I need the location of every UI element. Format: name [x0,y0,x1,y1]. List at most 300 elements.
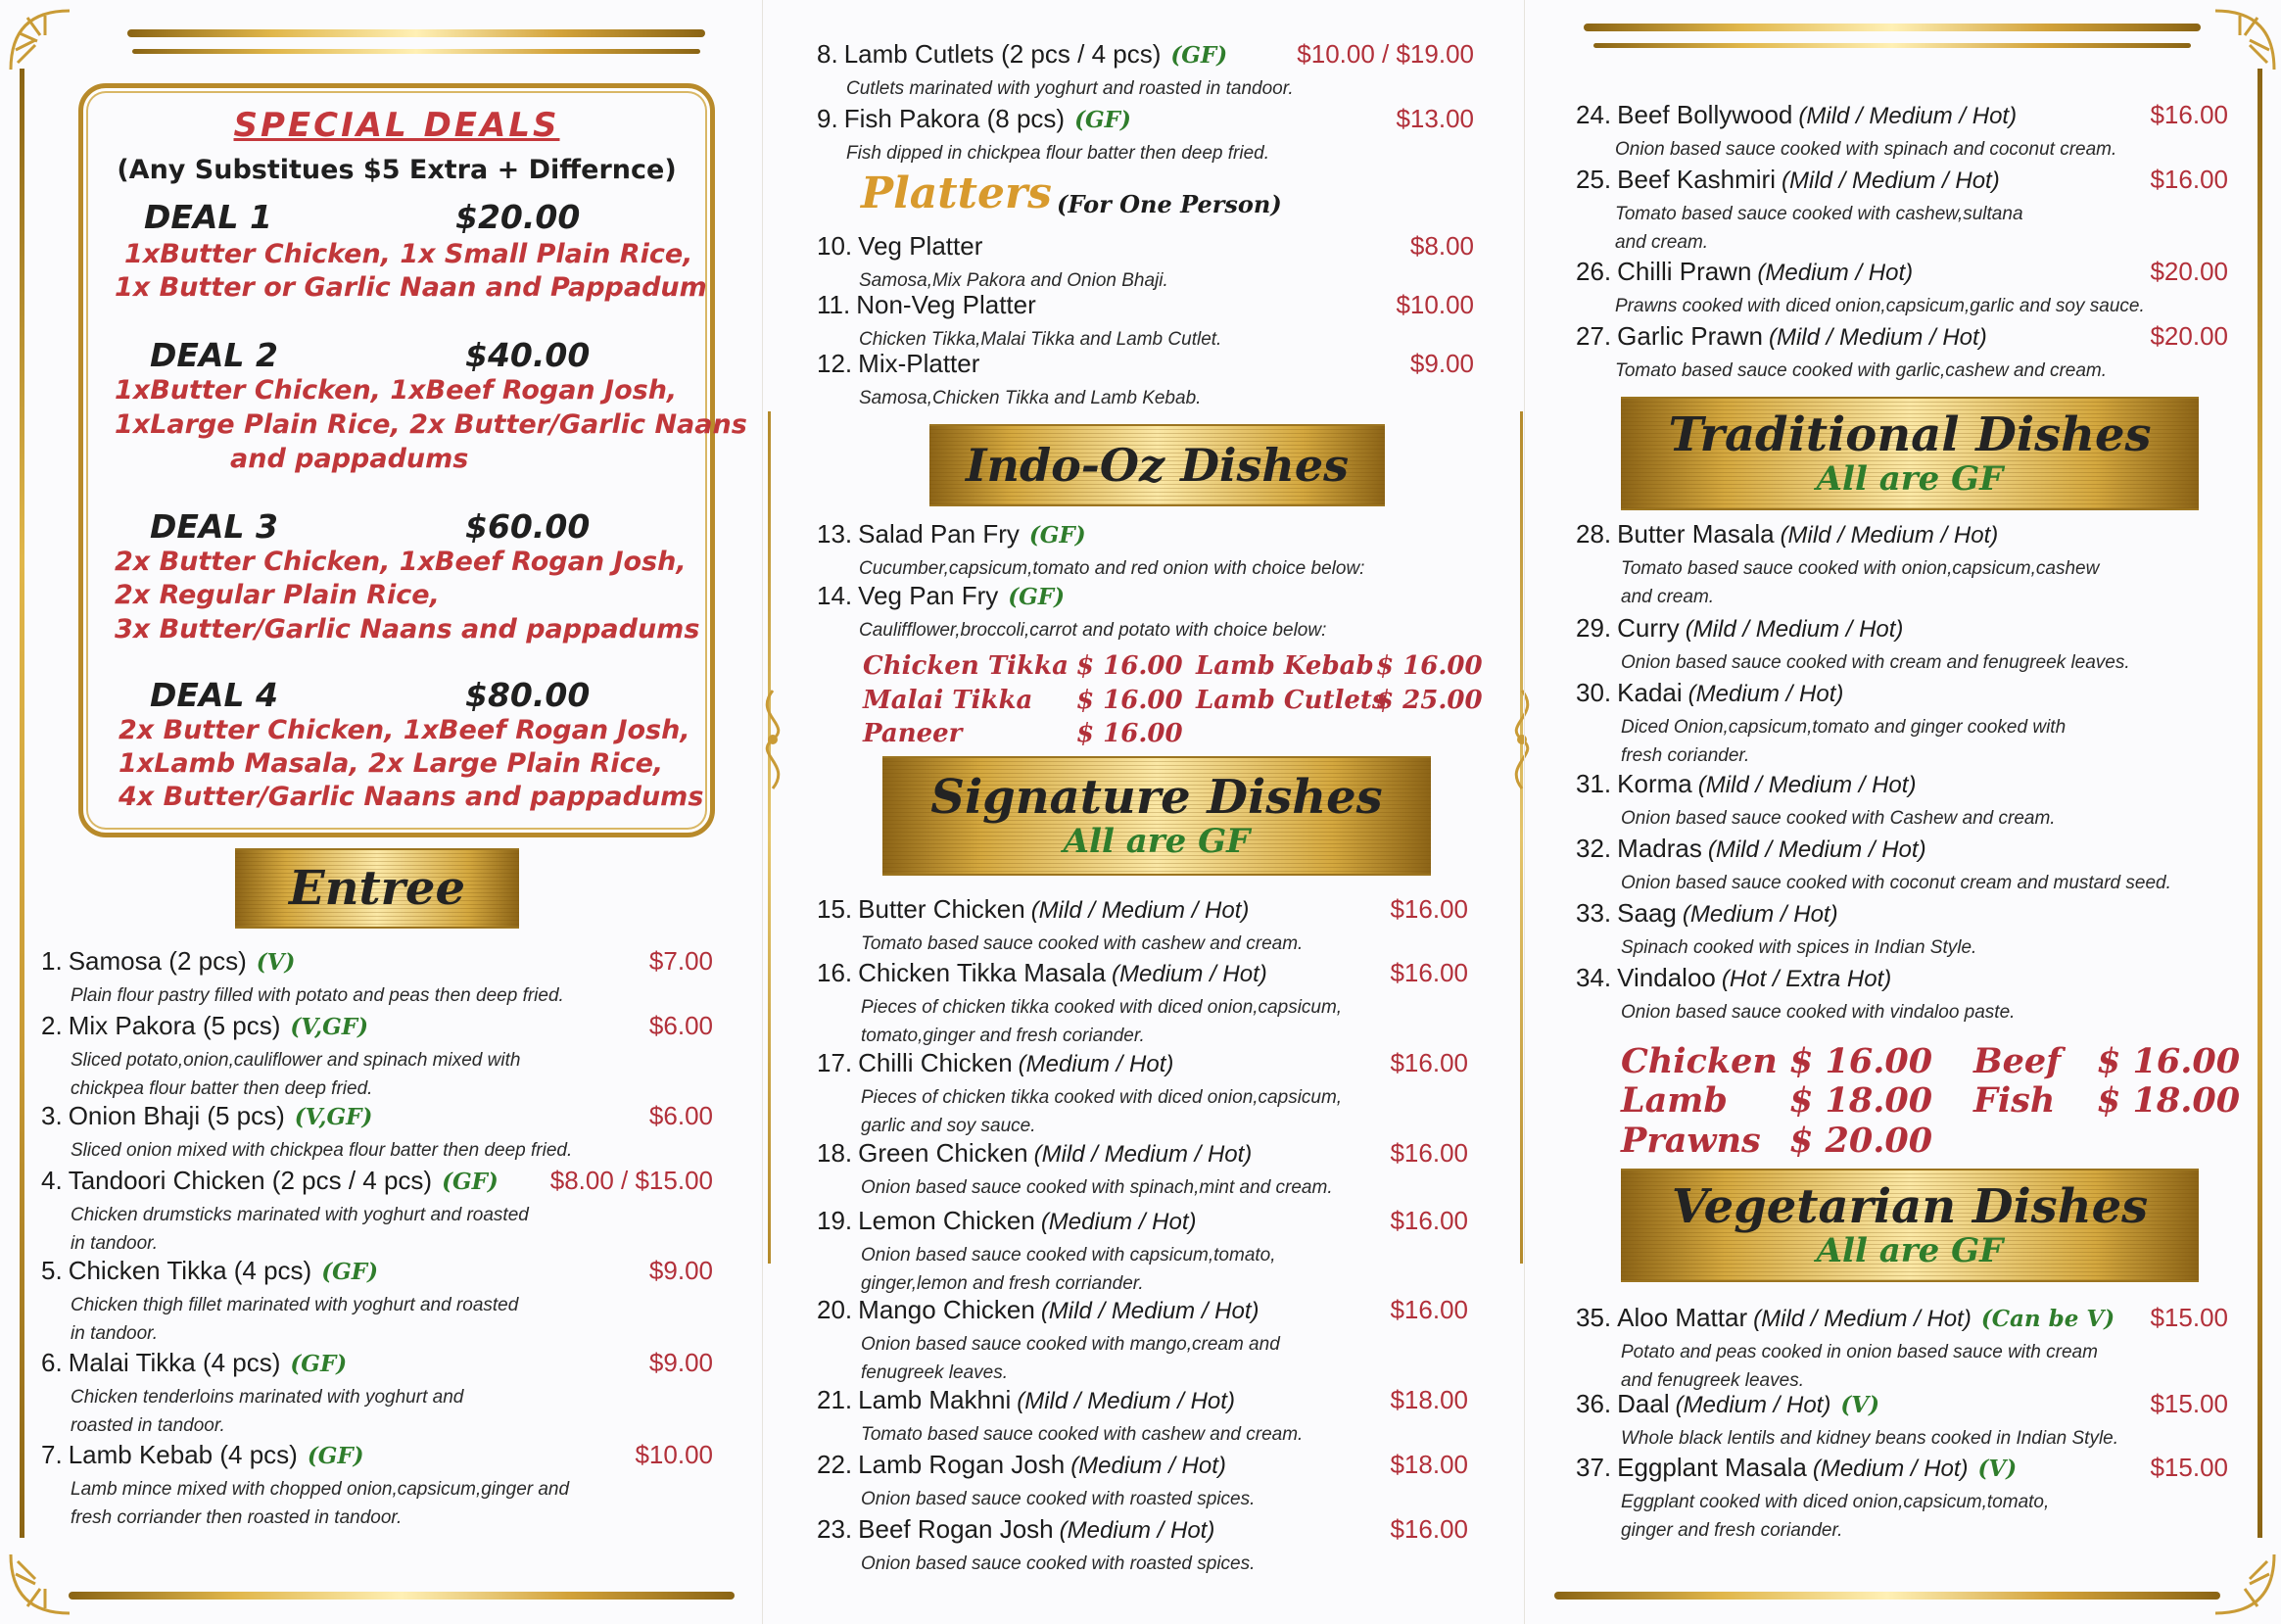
item-title: Onion Bhaji (5 pcs) [68,1101,285,1130]
deal-3-name: DEAL 3 [150,507,278,546]
spice-level: (Mild / Medium / Hot) [1685,616,1904,643]
menu-item-name [1576,613,1903,644]
deal-2-line: 1xButter Chicken, 1xBeef Rogan Josh, [115,375,678,406]
pan-fry-choice: Chicken Tikka [863,651,1069,681]
deal-2-line: and pappadums [230,444,469,474]
item-price: $18.00 [1390,1450,1468,1479]
item-description: Tomato based sauce cooked with cashew,sultana [1615,204,2023,224]
item-price: $16.00 [1390,1048,1468,1077]
spice-level: (Mild / Medium / Hot) [1707,836,1926,863]
deal-4-line: 4x Butter/Garlic Naans and pappadums [119,782,704,812]
item-description: Onion based sauce cooked with roasted spices. [861,1489,1256,1509]
platters-subtitle: (For One Person) [1057,190,1282,218]
item-description: Lamb mince mixed with chopped onion,capsicum,ginger and [71,1479,570,1500]
entree-banner [235,848,519,929]
dietary-tag: (GF) [307,1443,364,1469]
item-title: Kadai [1617,678,1683,707]
item-title: Korma [1617,769,1692,798]
menu-item-name [1576,321,1987,352]
item-price: $6.00 [648,1101,713,1130]
item-number: 24. [1576,100,1612,129]
item-description: Chicken tenderloins marinated with yoghurt and [71,1387,464,1408]
item-description: Chicken Tikka,Malai Tikka and Lamb Cutlet. [859,329,1222,350]
menu-item-name [41,1011,368,1041]
special-deals-box [78,83,747,837]
dietary-tag: (GF) [290,1351,348,1377]
menu-item-name [1576,963,1891,993]
platters-title: Platters [861,168,1052,218]
menu-item-name [817,349,979,379]
item-number: 1. [41,946,63,976]
spice-level: (Hot / Extra Hot) [1721,966,1892,992]
top-gold-rule-2 [132,49,700,54]
spice-level: (Medium / Hot) [1040,1209,1197,1235]
spice-level: (Medium / Hot) [1070,1453,1226,1479]
item-description: fresh coriander. [1621,745,1750,766]
deal-4-line: 1xLamb Masala, 2x Large Plain Rice, [119,748,664,779]
item-title: Chicken Tikka Masala [858,958,1107,987]
dietary-tag: (GF) [1074,107,1131,133]
menu-item-name [817,1450,1226,1480]
protein-option: Prawns [1621,1121,1761,1161]
item-number: 32. [1576,834,1612,863]
item-number: 27. [1576,321,1612,351]
item-description: garlic and soy sauce. [861,1116,1036,1136]
item-description: tomato,ginger and fresh coriander. [861,1026,1145,1046]
menu-item-name [1576,834,1926,864]
item-description: Prawns cooked with diced onion,capsicum,garlic and soy sauce. [1615,296,2145,316]
item-title: Saag [1617,898,1677,928]
deal-4-price: $80.00 [465,676,591,714]
item-description: and cream. [1621,587,1715,607]
menu-item-name [1576,769,1916,799]
item-description: Chicken drumsticks marinated with yoghurt and roasted [71,1205,529,1225]
spice-level: (Mild / Medium / Hot) [1780,522,1999,549]
item-description: Onion based sauce cooked with cream and fenugreek leaves. [1621,652,2130,673]
item-number: 7. [41,1440,63,1469]
special-deals-subtitle: (Any Substitues $5 Extra + Differnce) [117,155,677,185]
item-number: 9. [817,104,838,133]
spice-level: (Medium / Hot) [1018,1051,1174,1077]
left-scroll-ornament [768,411,771,1264]
item-description: Onion based sauce cooked with coconut cream and mustard seed. [1621,873,2171,893]
item-description: Spinach cooked with spices in Indian Style. [1621,937,1977,958]
item-description: Caulifflower,broccoli,carrot and potato with choice below: [859,620,1327,641]
dietary-tag: (GF) [1170,42,1228,69]
item-title: Veg Pan Fry [858,581,999,610]
item-description: Potato and peas cooked in onion based sauce with cream [1621,1342,2098,1362]
item-number: 4. [41,1166,63,1195]
item-number: 17. [817,1048,853,1077]
item-description: and fenugreek leaves. [1621,1370,1804,1391]
item-price: $8.00 [1409,231,1474,261]
item-title: Fish Pakora (8 pcs) [843,104,1066,133]
corner-sunburst-icon [2210,6,2279,74]
item-number: 21. [817,1385,853,1414]
item-price: $9.00 [648,1348,713,1377]
item-description: Diced Onion,capsicum,tomato and ginger cooked with [1621,717,2067,738]
item-description: Samosa,Chicken Tikka and Lamb Kebab. [859,388,1202,408]
menu-item-name [817,39,1227,70]
menu-item-name [1576,100,2017,130]
item-price: $20.00 [2150,321,2228,351]
item-description: fenugreek leaves. [861,1362,1008,1383]
item-title: Beef Kashmiri [1617,165,1776,194]
menu-item-name [817,1295,1259,1325]
pan-fry-choice-price: $ 16.00 [1076,686,1183,715]
pan-fry-choice: Malai Tikka [863,686,1033,715]
item-title: Samosa (2 pcs) [68,946,247,976]
item-title: Chilli Chicken [858,1048,1013,1077]
dietary-tag: (V,GF) [290,1014,368,1040]
protein-option: Beef [1973,1041,2062,1081]
item-description: and cream. [1615,232,1709,253]
item-number: 2. [41,1011,63,1040]
vegetarian-title: Vegetarian Dishes [1671,1179,2149,1234]
item-price: $8.00 / $15.00 [549,1166,713,1195]
protein-option: Chicken [1621,1041,1778,1081]
spice-level: (Medium / Hot) [1682,901,1838,928]
item-description: Tomato based sauce cooked with cashew and cream. [861,933,1304,954]
item-number: 35. [1576,1303,1612,1332]
spice-level: (Mild / Medium / Hot) [1753,1306,1972,1332]
spice-level: (Medium / Hot) [1675,1392,1831,1418]
item-title: Tandoori Chicken (2 pcs / 4 pcs) [68,1166,433,1195]
spice-level: (Medium / Hot) [1112,961,1267,987]
pan-fry-choice-price: $ 16.00 [1376,651,1483,681]
right-gold-border [2257,69,2262,1538]
pan-fry-choice-price: $ 25.00 [1376,686,1483,715]
item-number: 13. [817,519,853,549]
item-description: in tandoor. [71,1323,159,1344]
menu-item-name [1576,678,1843,708]
corner-sunburst-icon [6,1550,74,1618]
menu-item-name [817,519,1086,549]
item-title: Curry [1617,613,1680,643]
deal-2-name: DEAL 2 [150,336,278,374]
menu-item-name [817,581,1065,611]
item-price: $16.00 [1390,1138,1468,1168]
menu-item-name [41,1166,499,1196]
item-description: Onion based sauce cooked with roasted spices. [861,1553,1256,1574]
item-title: Malai Tikka (4 pcs) [68,1348,281,1377]
protein-option-price: $ 16.00 [2097,1041,2241,1081]
pan-fry-choice: Lamb Cutlets [1196,686,1387,715]
panel-right [1524,0,2281,1624]
panel-middle [762,0,1525,1624]
item-number: 22. [817,1450,853,1479]
item-number: 5. [41,1256,63,1285]
item-title: Beef Bollywood [1617,100,1793,129]
item-description: ginger,lemon and fresh corriander. [861,1273,1144,1294]
deal-4-name: DEAL 4 [150,676,278,714]
spice-level: (Mild / Medium / Hot) [1040,1298,1259,1324]
item-number: 36. [1576,1389,1612,1418]
item-description: Onion based sauce cooked with vindaloo paste. [1621,1002,2016,1023]
protein-option-price: $ 20.00 [1789,1121,1933,1161]
item-description: Onion based sauce cooked with spinach,mint and cream. [861,1177,1333,1198]
item-description: Tomato based sauce cooked with onion,capsicum,cashew [1621,558,2100,579]
item-description: fresh corriander then roasted in tandoor. [71,1507,403,1528]
traditional-title: Traditional Dishes [1668,407,2152,462]
menu-item-name [817,1514,1214,1545]
deal-1-line: 1x Butter or Garlic Naan and Pappadum [115,272,707,303]
item-number: 34. [1576,963,1612,992]
item-title: Veg Platter [858,231,983,261]
item-title: Butter Chicken [858,894,1025,924]
item-title: Aloo Mattar [1617,1303,1748,1332]
item-number: 26. [1576,257,1612,286]
item-description: Sliced potato,onion,cauliflower and spinach mixed with [71,1050,521,1071]
item-price: $10.00 [1396,290,1474,319]
item-price: $9.00 [1409,349,1474,378]
deal-4-line: 2x Butter Chicken, 1xBeef Rogan Josh, [119,715,690,745]
right-scroll-ornament [1520,411,1523,1264]
deal-1-name: DEAL 1 [144,198,272,236]
menu-item-name [1576,1303,2115,1333]
item-number: 37. [1576,1453,1612,1482]
deal-3-line: 2x Regular Plain Rice, [115,580,440,610]
menu-item-name [41,1348,347,1378]
item-number: 10. [817,231,853,261]
menu-item-name [1576,1389,1879,1419]
item-price: $10.00 / $19.00 [1297,39,1474,69]
item-price: $16.00 [2150,100,2228,129]
item-description: in tandoor. [71,1233,159,1254]
vegetarian-subtitle: All are GF [1816,1231,2004,1270]
spice-level: (Mild / Medium / Hot) [1798,103,2018,129]
item-price: $20.00 [2150,257,2228,286]
spice-level: (Medium / Hot) [1812,1456,1969,1482]
item-description: Chicken thigh fillet marinated with yoghurt and roasted [71,1295,519,1315]
spice-level: (Medium / Hot) [1687,681,1844,707]
left-gold-border [20,69,24,1538]
deal-2-price: $40.00 [465,336,591,374]
traditional-banner [1621,397,2199,510]
dietary-tag: (V) [256,949,296,976]
spice-level: (Mild / Medium / Hot) [1697,772,1917,798]
menu-item-name [817,1385,1235,1415]
item-number: 12. [817,349,853,378]
indo-oz-title: Indo-Oz Dishes [966,439,1349,492]
menu-item-name [817,894,1249,925]
protein-option-price: $ 16.00 [1789,1041,1933,1081]
item-title: Lamb Cutlets (2 pcs / 4 pcs) [843,39,1162,69]
pan-fry-choice-price: $ 16.00 [1076,719,1183,748]
item-title: Non-Veg Platter [856,290,1036,319]
pan-fry-choice: Paneer [863,719,963,748]
item-number: 6. [41,1348,63,1377]
item-description: Onion based sauce cooked with mango,cream and [861,1334,1280,1355]
menu-item-name [1576,1453,2017,1483]
item-number: 23. [817,1514,853,1544]
menu-item-name [817,1206,1197,1236]
dietary-tag: (GF) [442,1169,499,1195]
item-number: 14. [817,581,853,610]
dietary-tag: (Can be V) [1980,1306,2115,1332]
spice-level: (Medium / Hot) [1059,1517,1215,1544]
item-description: Eggplant cooked with diced onion,capsicum,tomato, [1621,1492,2050,1512]
item-description: Cutlets marinated with yoghurt and roasted in tandoor. [846,78,1294,99]
signature-title: Signature Dishes [930,770,1383,825]
item-number: 31. [1576,769,1612,798]
vegetarian-banner [1621,1169,2199,1282]
item-description: Whole black lentils and kidney beans cooked in Indian Style. [1621,1428,2119,1449]
item-description: Tomato based sauce cooked with cashew and cream. [861,1424,1304,1445]
corner-sunburst-icon [2210,1550,2279,1618]
item-title: Mango Chicken [858,1295,1035,1324]
item-price: $10.00 [635,1440,713,1469]
item-price: $15.00 [2150,1303,2228,1332]
item-description: Sliced onion mixed with chickpea flour batter then deep fried. [71,1140,573,1161]
menu-item-name [41,1440,364,1470]
item-description: Onion based sauce cooked with spinach and coconut cream. [1615,139,2117,160]
deal-2-line: 1xLarge Plain Rice, 2x Butter/Garlic Naans [115,409,747,440]
special-deals-title: SPECIAL DEALS [233,106,560,145]
protein-option-price: $ 18.00 [1789,1080,1933,1121]
spice-level: (Mild / Medium / Hot) [1782,167,2000,194]
item-number: 29. [1576,613,1612,643]
item-number: 8. [817,39,838,69]
item-description: Pieces of chicken tikka cooked with diced onion,capsicum, [861,997,1343,1018]
menu-item-name [41,1256,378,1286]
item-description: chickpea flour batter then deep fried. [71,1078,373,1099]
item-price: $16.00 [1390,1206,1468,1235]
dietary-tag: (V,GF) [294,1104,373,1130]
item-title: Mix Pakora (5 pcs) [68,1011,281,1040]
item-title: Eggplant Masala [1617,1453,1807,1482]
pan-fry-choice: Lamb Kebab [1196,651,1374,681]
item-title: Daal [1617,1389,1670,1418]
menu-item-name [817,290,1036,320]
item-title: Butter Masala [1617,519,1775,549]
deal-1-price: $20.00 [455,198,581,236]
top-gold-rule [127,29,705,37]
item-title: Lamb Makhni [858,1385,1012,1414]
item-title: Madras [1617,834,1702,863]
item-title: Mix-Platter [858,349,980,378]
item-title: Chicken Tikka (4 pcs) [68,1256,312,1285]
item-title: Beef Rogan Josh [858,1514,1054,1544]
spice-level: (Mild / Medium / Hot) [1017,1388,1235,1414]
item-number: 20. [817,1295,853,1324]
traditional-subtitle: All are GF [1816,459,2004,499]
menu-item-name [1576,257,1913,287]
item-title: Garlic Prawn [1617,321,1763,351]
item-title: Vindaloo [1617,963,1716,992]
dietary-tag: (GF) [321,1259,378,1285]
protein-option-price: $ 18.00 [2097,1080,2241,1121]
item-description: Samosa,Mix Pakora and Onion Bhaji. [859,270,1168,291]
item-price: $16.00 [1390,1514,1468,1544]
dietary-tag: (GF) [1028,522,1086,549]
spice-level: (Medium / Hot) [1757,260,1914,286]
item-number: 15. [817,894,853,924]
spice-level: (Mild / Medium / Hot) [1768,324,1987,351]
item-title: Lamb Kebab (4 pcs) [68,1440,298,1469]
signature-subtitle: All are GF [1063,822,1251,861]
top-gold-rule-2 [1593,43,2191,48]
deal-3-line: 2x Butter Chicken, 1xBeef Rogan Josh, [115,547,687,577]
item-number: 11. [817,290,851,319]
protein-option: Lamb [1621,1080,1728,1121]
item-description: ginger and fresh coriander. [1621,1520,1843,1541]
top-gold-rule [1584,24,2201,31]
menu-item-name [41,1101,372,1131]
menu-item-name [817,1048,1173,1078]
deal-3-line: 3x Butter/Garlic Naans and pappadums [115,614,700,645]
spice-level: (Mild / Medium / Hot) [1033,1141,1253,1168]
menu-item-name [1576,165,2000,195]
item-price: $16.00 [1390,958,1468,987]
item-title: Salad Pan Fry [858,519,1020,549]
dietary-tag: (V) [1977,1456,2018,1482]
item-price: $9.00 [648,1256,713,1285]
deal-1-line: 1xButter Chicken, 1x Small Plain Rice, [124,239,693,269]
item-price: $16.00 [1390,894,1468,924]
item-number: 18. [817,1138,853,1168]
menu-item-name [41,946,295,977]
item-number: 33. [1576,898,1612,928]
bottom-gold-rule [69,1592,735,1600]
item-price: $13.00 [1396,104,1474,133]
item-number: 19. [817,1206,853,1235]
signature-banner [882,756,1431,876]
menu-item-name [817,104,1131,134]
indo-oz-banner [929,424,1385,506]
menu-item-name [817,958,1267,988]
item-price: $16.00 [1390,1295,1468,1324]
protein-option: Fish [1973,1080,2056,1121]
dietary-tag: (GF) [1008,584,1065,610]
item-description: Onion based sauce cooked with Cashew and cream. [1621,808,2056,829]
item-number: 16. [817,958,853,987]
item-description: roasted in tandoor. [71,1415,225,1436]
item-price: $16.00 [2150,165,2228,194]
spice-level: (Mild / Medium / Hot) [1030,897,1250,924]
menu-item-name [1576,898,1838,929]
item-description: Tomato based sauce cooked with garlic,cashew and cream. [1615,360,2108,381]
item-price: $15.00 [2150,1389,2228,1418]
dietary-tag: (V) [1840,1392,1879,1418]
item-number: 30. [1576,678,1612,707]
item-price: $7.00 [648,946,713,976]
fleur-ornament-icon [753,686,792,793]
item-description: Pieces of chicken tikka cooked with diced onion,capsicum, [861,1087,1343,1108]
entree-title: Entree [288,861,466,916]
menu-item-name [1576,519,1998,549]
item-title: Chilli Prawn [1617,257,1752,286]
corner-sunburst-icon [6,6,74,74]
item-price: $6.00 [648,1011,713,1040]
menu-item-name [817,1138,1252,1169]
item-number: 25. [1576,165,1612,194]
menu-item-name [817,231,982,262]
item-title: Lamb Rogan Josh [858,1450,1066,1479]
item-price: $15.00 [2150,1453,2228,1482]
item-number: 3. [41,1101,63,1130]
item-description: Onion based sauce cooked with capsicum,tomato, [861,1245,1276,1266]
pan-fry-choice-price: $ 16.00 [1076,651,1183,681]
bottom-gold-rule [1554,1592,2220,1600]
item-description: Plain flour pastry filled with potato and peas then deep fried. [71,985,564,1006]
panel-left [0,0,762,1624]
item-description: Cucumber,capsicum,tomato and red onion with choice below: [859,558,1365,579]
item-number: 28. [1576,519,1612,549]
item-title: Lemon Chicken [858,1206,1035,1235]
item-description: Fish dipped in chickpea flour batter then deep fried. [846,143,1269,164]
deal-3-price: $60.00 [465,507,591,546]
